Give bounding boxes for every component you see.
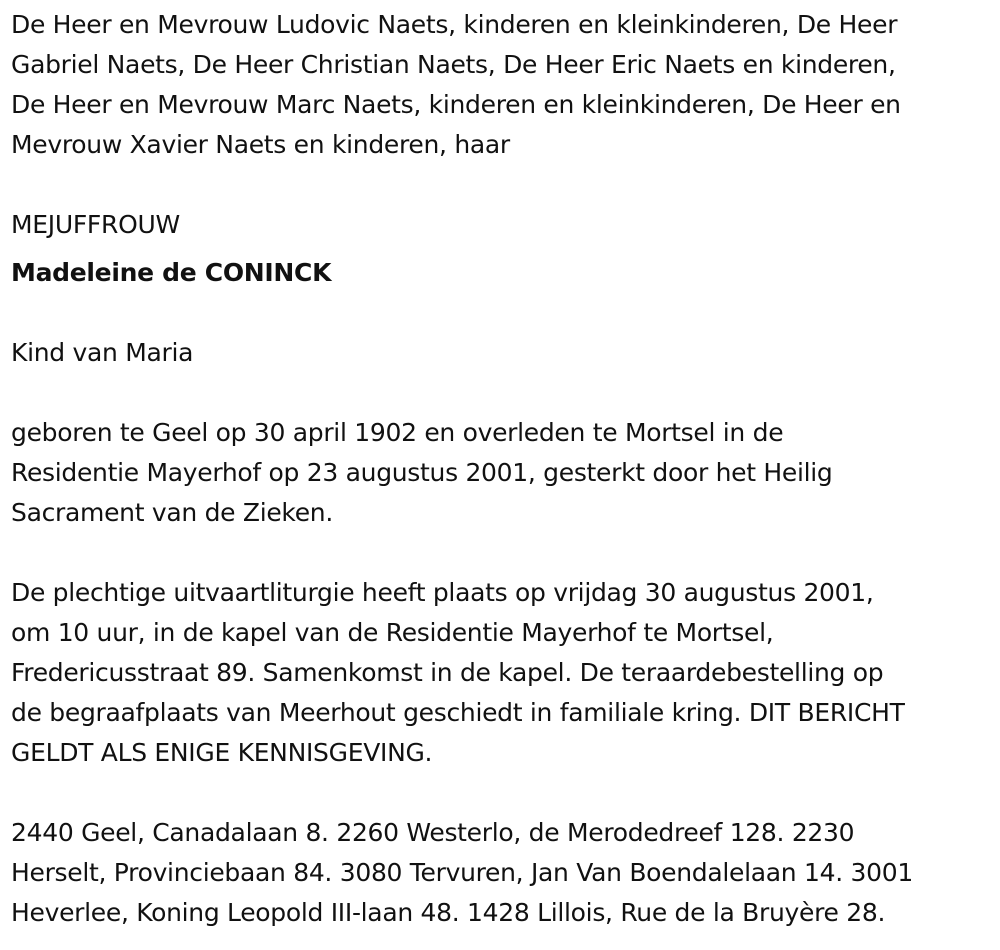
addresses-line-3: Heverlee, Koning Leopold III-laan 48. 1428 Lillois, Rue de la Bruyère 28. (11, 898, 886, 927)
ceremony-line-4: de begraafplaats van Meerhout geschiedt in familiale kring. DIT BERICHT (11, 698, 905, 727)
addresses-line-2: Herselt, Provinciebaan 84. 3080 Tervuren, Jan Van Boendalelaan 14. 3001 (11, 858, 913, 887)
addresses-line-1: 2440 Geel, Canadalaan 8. 2260 Westerlo, de Merodedreef 128. 2230 (11, 818, 855, 847)
subtitle: Kind van Maria (11, 338, 194, 367)
families-line-1: De Heer en Mevrouw Ludovic Naets, kinderen en kleinkinderen, De Heer (11, 10, 898, 39)
families-line-3: De Heer en Mevrouw Marc Naets, kinderen en kleinkinderen, De Heer en (11, 90, 901, 119)
families-line-2: Gabriel Naets, De Heer Christian Naets, De Heer Eric Naets en kinderen, (11, 50, 896, 79)
ceremony-line-2: om 10 uur, in de kapel van de Residentie Mayerhof te Mortsel, (11, 618, 774, 647)
families-line-4: Mevrouw Xavier Naets en kinderen, haar (11, 130, 510, 159)
ceremony-line-1: De plechtige uitvaartliturgie heeft plaats op vrijdag 30 augustus 2001, (11, 578, 874, 607)
birth-death-line-2: Residentie Mayerhof op 23 augustus 2001, gesterkt door het Heilig (11, 458, 833, 487)
ceremony-line-3: Fredericusstraat 89. Samenkomst in de kapel. De teraardebestelling op (11, 658, 884, 687)
ceremony-line-5: GELDT ALS ENIGE KENNISGEVING. (11, 738, 433, 767)
honorific-title: MEJUFFROUW (11, 210, 180, 239)
deceased-name: Madeleine de CONINCK (11, 258, 332, 287)
birth-death-line-1: geboren te Geel op 30 april 1902 en overleden te Mortsel in de (11, 418, 784, 447)
birth-death-line-3: Sacrament van de Zieken. (11, 498, 333, 527)
